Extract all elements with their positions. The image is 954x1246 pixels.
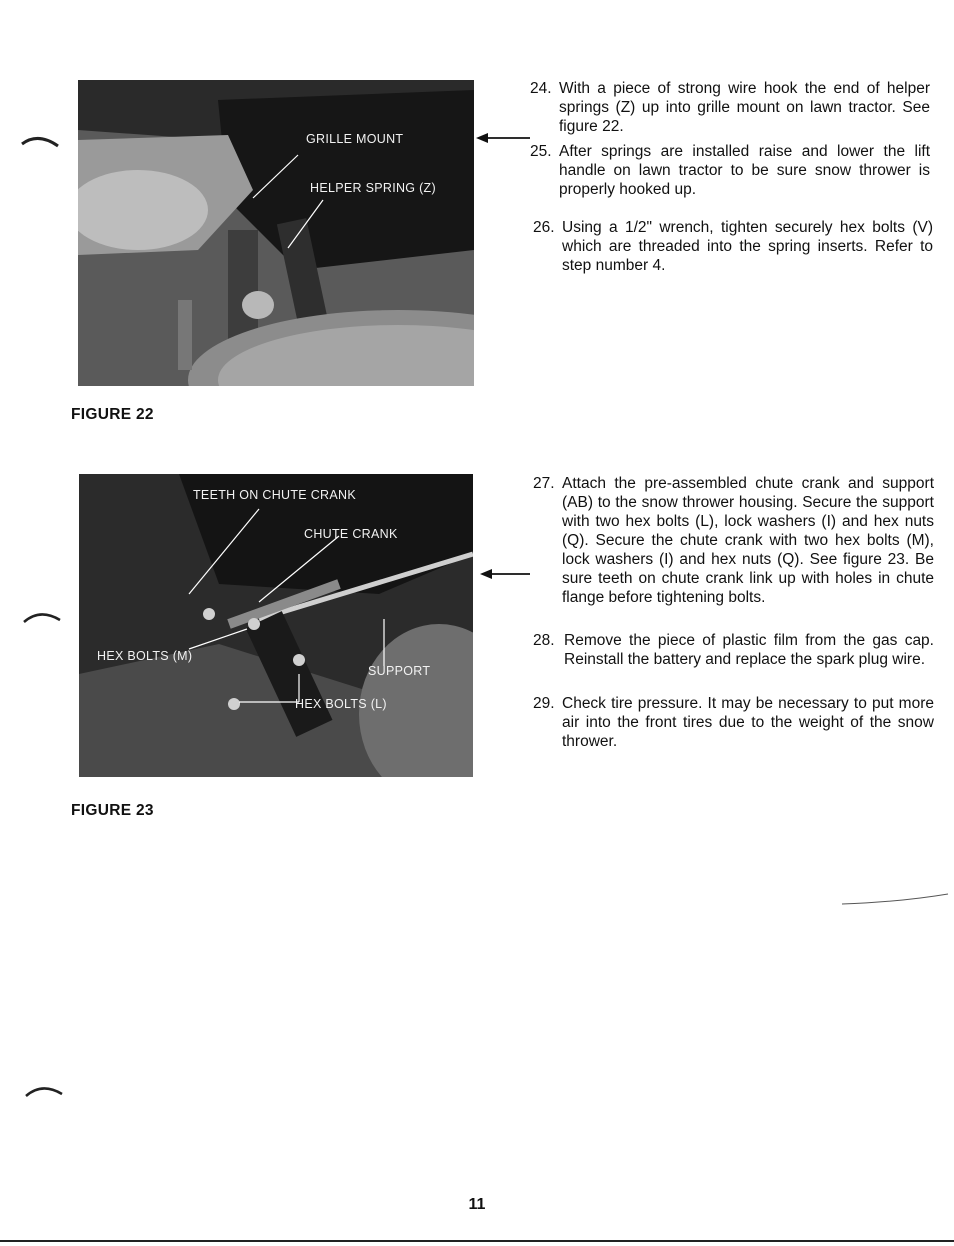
binding-hole-mark — [20, 130, 60, 150]
step-29 — [533, 694, 934, 754]
step-number: 24. — [530, 80, 552, 97]
step-number: 26. — [533, 219, 555, 236]
step-text: After springs are installed raise and lower the lift handle on lawn tractor to be sure snow thrower is properly hooked up. — [559, 143, 930, 198]
step-text: Using a 1/2" wrench, tighten securely hex bolts (V) which are threaded into the spring inserts. Refer to step number 4. — [562, 219, 933, 274]
helper-spring-label: HELPER SPRING (Z) — [310, 181, 436, 195]
figure-23-photo — [79, 474, 473, 777]
figure-22-caption: FIGURE 22 — [71, 406, 154, 423]
scan-streak-mark — [840, 892, 950, 908]
figure-22-photo — [78, 80, 474, 386]
step-24 — [530, 79, 930, 139]
grille-mount-label: GRILLE MOUNT — [306, 132, 404, 146]
step-25 — [530, 142, 930, 202]
step-text: Remove the piece of plastic film from the gas cap. Reinstall the battery and replace the spark plug wire. — [564, 632, 934, 668]
step-text: Check tire pressure. It may be necessary to put more air into the front tires due to the weight of the snow thrower. — [562, 695, 934, 750]
step-26 — [533, 218, 933, 278]
figure-22-illustration — [78, 80, 474, 386]
step-number: 29. — [533, 695, 555, 712]
step-number: 25. — [530, 143, 552, 160]
step-28 — [533, 631, 934, 691]
arrow-left-icon — [476, 132, 530, 144]
teeth-on-chute-crank-label: TEETH ON CHUTE CRANK — [193, 488, 356, 502]
hex-bolts-l-label: HEX BOLTS (L) — [295, 697, 387, 711]
chute-crank-label: CHUTE CRANK — [304, 527, 398, 541]
step-text: Attach the pre-assembled chute crank and support (AB) to the snow thrower housing. Secure the support with two hex bolts (L), lock washers (I) and hex nuts (Q). Secure the chute crank with two hex bolts (M), lock washers (I) and hex nuts (Q). See figure 23. Be sure teeth on chute crank link up with holes in chute flange before tightening bolts. — [562, 475, 934, 606]
step-text: With a piece of strong wire hook the end of helper springs (Z) up into grille mount on lawn tractor. See figure 22. — [559, 80, 930, 135]
arrow-left-icon — [480, 568, 530, 580]
hex-bolts-m-label: HEX BOLTS (M) — [97, 649, 193, 663]
step-number: 27. — [533, 475, 555, 492]
page-number: 11 — [468, 1196, 486, 1213]
figure-23-caption: FIGURE 23 — [71, 802, 154, 819]
figure-23-illustration — [79, 474, 473, 777]
binding-hole-mark — [22, 606, 62, 626]
binding-hole-mark — [24, 1080, 64, 1100]
step-27 — [533, 474, 934, 629]
bottom-rule — [0, 1240, 954, 1242]
step-number: 28. — [533, 632, 555, 649]
support-label: SUPPORT — [368, 664, 431, 678]
